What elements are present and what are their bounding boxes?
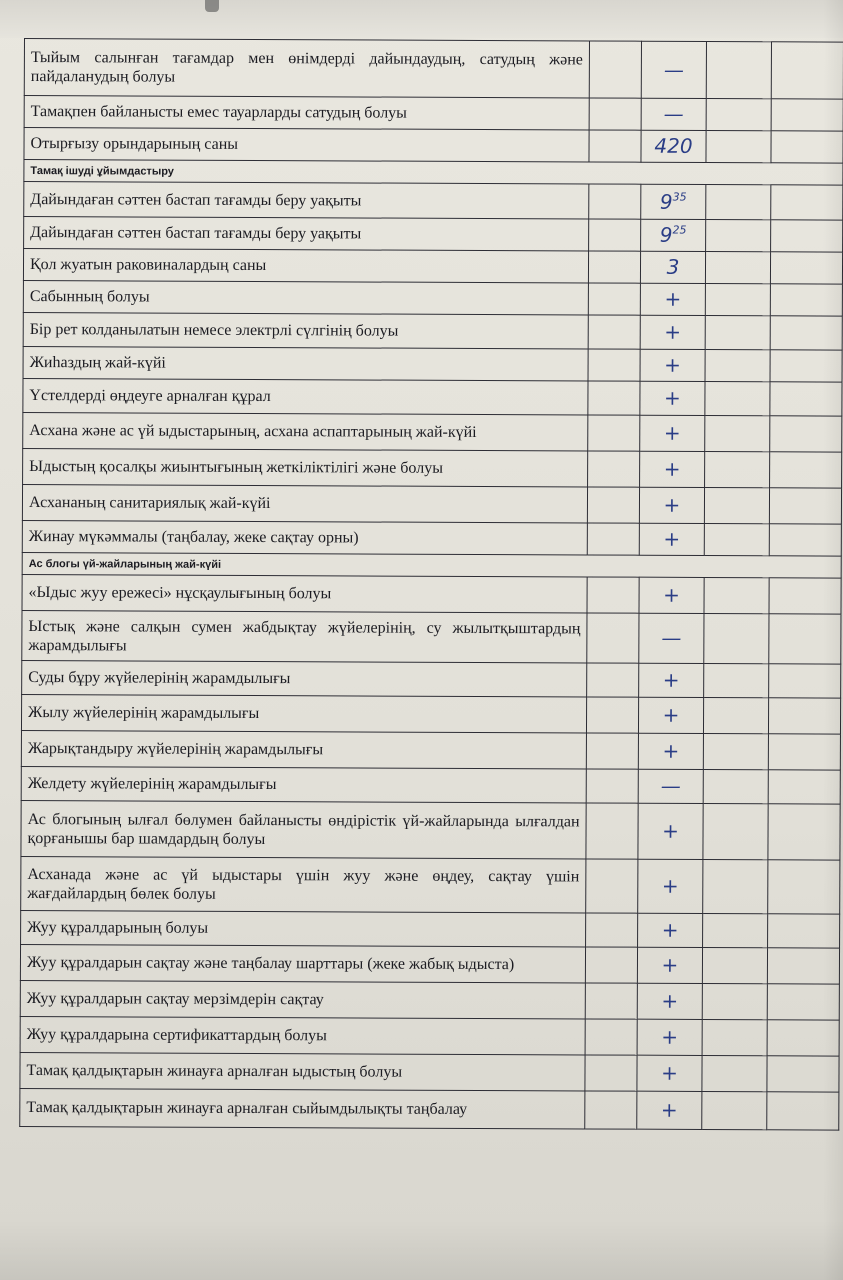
handwritten-mark [641, 98, 706, 130]
mark-value: 3 [666, 254, 680, 279]
empty-cell [586, 913, 638, 947]
row-label: Асхана және ас үй ыдыстарының, асхана аспаптарының жай-күйі [23, 412, 588, 450]
row-label: Ыстық және салқын сумен жабдықтау жүйелерінің, су жылытқыштардың жарамдылығы [22, 610, 587, 662]
empty-cell [588, 315, 640, 349]
table-row [21, 694, 840, 734]
mark-value: + [661, 917, 679, 942]
row-label: Тамақ қалдықтарын жинауға арналған ыдыстың болуы [20, 1052, 585, 1090]
handwritten-mark [640, 315, 705, 349]
table-row [22, 520, 841, 556]
empty-cell [706, 184, 771, 219]
handwritten-mark [640, 415, 705, 451]
empty-cell [586, 803, 638, 859]
mark-value: + [664, 352, 682, 377]
table-row [22, 610, 841, 664]
empty-cell [589, 130, 641, 162]
empty-cell [586, 733, 638, 769]
handwritten-mark [639, 577, 704, 613]
table-row [21, 910, 840, 948]
empty-cell [705, 251, 770, 283]
mark-value: + [661, 873, 679, 898]
handwritten-mark [641, 41, 706, 98]
empty-cell [585, 983, 637, 1019]
checklist-table [19, 38, 843, 1131]
table-row [24, 217, 843, 253]
empty-cell [706, 41, 771, 98]
row-label: Жуу құралдарының болуы [21, 910, 586, 946]
row-label: Тыйым салынған тағамдар мен өнімдерді дайындаудың, сатудың және пайдаланудың болуы [24, 39, 589, 98]
row-label: Үстелдерді өңдеуге арналған құрал [23, 378, 588, 414]
empty-cell [704, 577, 769, 613]
row-label: Тамақпен байланысты емес тауарларды сатудың болуы [24, 96, 589, 130]
mark-value: + [661, 1060, 678, 1085]
row-label: Жинау мүкәммалы (таңбалау, жеке сақтау орны) [22, 520, 587, 554]
table-row [24, 128, 843, 164]
row-label: Асханада және ас үй ыдыстары үшін жуу және өңдеу, сақтау үшін жағдайлардың бөлек болуы [21, 856, 586, 912]
row-label: Желдету жүйелерінің жарамдылығы [21, 766, 586, 802]
page-edge-shadow [823, 0, 843, 1280]
empty-cell [585, 1091, 637, 1129]
row-label: Жуу құралдарын сақтау мерзімдерін сақтау [20, 980, 585, 1018]
mark-value: 9 [659, 189, 673, 214]
empty-cell [703, 859, 768, 913]
mark-value: + [662, 667, 680, 692]
mark-value: + [662, 818, 679, 843]
row-label: Ыдыстың қосалқы жиынтығының жеткіліктілігі және болуы [23, 448, 588, 486]
empty-cell [706, 219, 771, 251]
mark-value: + [663, 582, 681, 607]
mark-value: + [662, 702, 680, 727]
empty-cell [703, 733, 768, 769]
row-label: Отырғызу орындарының саны [24, 128, 589, 162]
handwritten-mark [637, 1091, 702, 1129]
handwritten-mark [640, 283, 705, 315]
mark-value: + [661, 1024, 679, 1049]
handwritten-mark [638, 697, 703, 733]
empty-cell [589, 219, 641, 251]
empty-cell [705, 349, 770, 381]
table-row [20, 1052, 839, 1092]
handwritten-mark [639, 487, 704, 523]
empty-cell [702, 1091, 767, 1129]
empty-cell [589, 98, 641, 130]
row-label: Ас блогының ылғал бөлумен байланысты өндірістік үй-жайларында ылғалдан қорғанышы бар шамдардың болуы [21, 800, 586, 858]
empty-cell [585, 1019, 637, 1055]
mark-value: — [663, 57, 684, 82]
table-row [24, 39, 843, 100]
handwritten-mark [637, 983, 702, 1019]
empty-cell [705, 315, 770, 349]
empty-cell [587, 523, 639, 555]
empty-cell [586, 859, 638, 913]
handwritten-mark [640, 451, 705, 487]
empty-cell [588, 251, 640, 283]
row-label: Сабынның болуы [23, 280, 588, 314]
table-row [23, 412, 842, 452]
section-title: Тамақ ішуді ұйымдастыру [24, 160, 843, 186]
handwritten-mark [638, 733, 703, 769]
empty-cell [706, 130, 771, 162]
mark-value: + [660, 1097, 678, 1122]
mark-value: + [663, 526, 681, 551]
handwritten-mark [639, 523, 704, 555]
empty-cell [705, 283, 770, 315]
empty-cell [585, 947, 637, 983]
table-row [21, 766, 840, 804]
empty-cell [705, 415, 770, 451]
empty-cell [586, 697, 638, 733]
empty-cell [588, 381, 640, 415]
empty-cell [704, 487, 769, 523]
table-row [20, 1088, 839, 1130]
mark-value: + [664, 319, 682, 344]
row-label: Жуу құралдарына сертификаттардың болуы [20, 1016, 585, 1054]
table-row [23, 346, 842, 382]
empty-cell [589, 184, 641, 219]
handwritten-mark [638, 769, 703, 803]
table-row [24, 96, 843, 132]
row-label: Тамақ қалдықтарын жинауға арналған сыйымдылықты таңбалау [20, 1088, 585, 1128]
row-label: Дайындаған сәттен бастап тағамды беру уақыты [24, 182, 589, 219]
empty-cell [703, 803, 768, 859]
handwritten-mark [640, 381, 705, 415]
empty-cell [703, 769, 768, 803]
mark-value: + [663, 420, 681, 445]
checklist-sheet [19, 38, 843, 1280]
mark-value: — [660, 773, 681, 798]
page-bottom-shadow [0, 1220, 843, 1280]
handwritten-mark [637, 947, 702, 983]
mark-value: + [664, 286, 682, 311]
empty-cell [588, 283, 640, 315]
handwritten-mark [638, 803, 703, 859]
empty-cell [587, 577, 639, 613]
row-label: Бір рет колданылатын немесе электрлі сүлгінің болуы [23, 312, 588, 348]
table-row [23, 249, 842, 285]
table-row [23, 280, 842, 316]
table-row [23, 312, 842, 350]
table-row [23, 448, 842, 488]
mark-value: + [663, 385, 681, 410]
handwritten-mark [637, 1055, 702, 1091]
mark-value: + [661, 952, 679, 977]
table-row [21, 800, 840, 860]
mark-value: 420 [654, 133, 693, 158]
empty-cell [587, 487, 639, 523]
row-label: Қол жуатын раковиналардың саны [23, 249, 588, 283]
table-row [21, 856, 840, 914]
handwritten-mark [639, 613, 704, 663]
table-row [20, 944, 839, 984]
empty-cell [588, 349, 640, 381]
handwritten-mark [638, 913, 703, 947]
empty-cell [705, 451, 770, 487]
mark-value: + [663, 492, 681, 517]
empty-cell [704, 663, 769, 697]
table-row [23, 378, 842, 416]
empty-cell [704, 613, 769, 663]
pen-tip-shadow [205, 0, 219, 12]
section-title: Ас блогы үй-жайларының жай-күйі [22, 552, 841, 578]
table-row [22, 484, 841, 524]
handwritten-mark [637, 1019, 702, 1055]
empty-cell [585, 1055, 637, 1091]
table-row [22, 660, 841, 698]
mark-value: + [663, 456, 681, 481]
mark-superscript: 25 [672, 223, 687, 237]
empty-cell [587, 613, 639, 663]
mark-value: + [662, 738, 680, 763]
row-label: Дайындаған сәттен бастап тағамды беру уақыты [24, 217, 589, 251]
empty-cell [702, 947, 767, 983]
mark-value: + [661, 988, 679, 1013]
table-row [24, 182, 843, 221]
empty-cell [702, 1019, 767, 1055]
handwritten-mark [641, 184, 706, 219]
empty-cell [588, 451, 640, 487]
row-label: Асхананың санитариялық жай-күйі [22, 484, 587, 522]
empty-cell [589, 41, 641, 98]
table-row [22, 574, 841, 614]
handwritten-mark [640, 251, 705, 283]
handwritten-mark [639, 663, 704, 697]
empty-cell [703, 697, 768, 733]
empty-cell [586, 769, 638, 803]
row-label: «Ыдыс жуу ережесі» нұсқаулығының болуы [22, 574, 587, 612]
empty-cell [702, 983, 767, 1019]
row-label: Суды бұру жүйелерінің жарамдылығы [22, 660, 587, 696]
handwritten-mark [638, 859, 703, 913]
handwritten-mark [641, 219, 706, 251]
empty-cell [705, 381, 770, 415]
table-row [21, 730, 840, 770]
mark-superscript: 35 [672, 190, 687, 204]
handwritten-mark [641, 130, 706, 162]
row-label: Жиһаздың жай-күйі [23, 346, 588, 380]
empty-cell [587, 663, 639, 697]
row-label: Жылу жүйелерінің жарамдылығы [21, 694, 586, 732]
empty-cell [706, 98, 771, 130]
handwritten-mark [640, 349, 705, 381]
row-label: Жарықтандыру жүйелерінің жарамдылығы [21, 730, 586, 768]
row-label: Жуу құралдарын сақтау және таңбалау шарттары (жеке жабық ыдыста) [20, 944, 585, 982]
mark-value: 9 [659, 222, 673, 247]
page-top-shadow [0, 0, 843, 38]
empty-cell [703, 913, 768, 947]
mark-value: — [661, 625, 682, 650]
mark-value: — [663, 101, 684, 126]
table-row [20, 1016, 839, 1056]
table-row [20, 980, 839, 1020]
empty-cell [702, 1055, 767, 1091]
empty-cell [588, 415, 640, 451]
empty-cell [704, 523, 769, 555]
